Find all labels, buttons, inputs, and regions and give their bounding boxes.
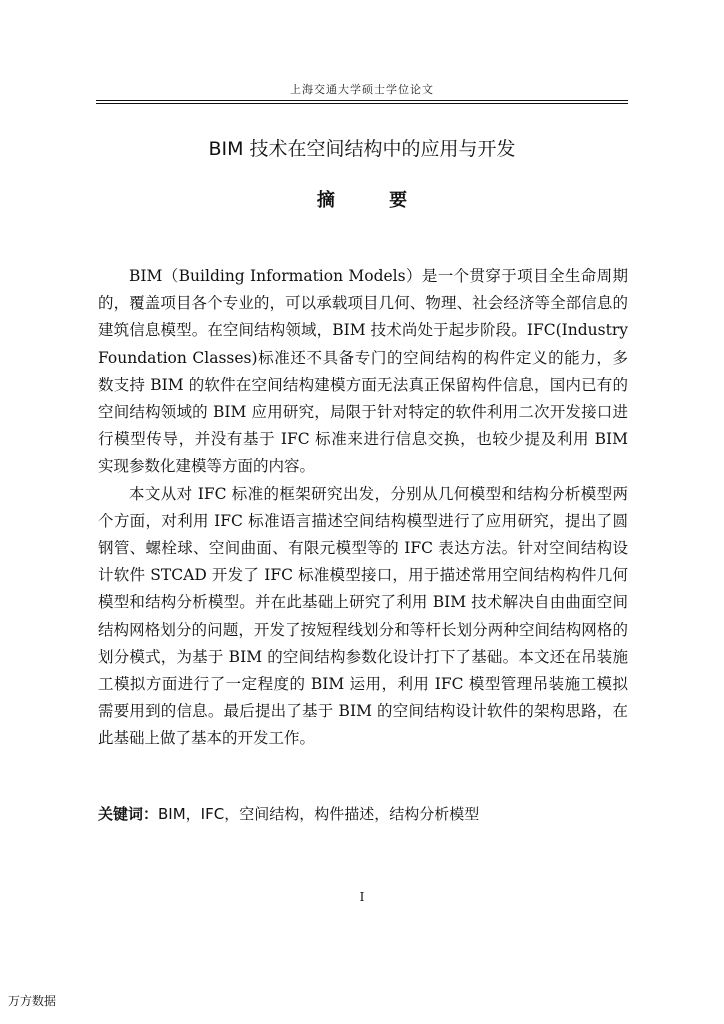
page-number: I (359, 890, 365, 904)
abstract-paragraph-1: BIM（Building Information Models）是一个贯穿于项目全生命周期的，覆盖项目各个专业的，可以承载项目几何、物理、社会经济等全部信息的建筑信息模型。在空间结构领域，BIM 技术尚处于起步阶段。IFC(Industry Foundation Classes)标准还不具备专门的空间结构的构件定义的能力，多数支持 BIM 的软件在空间结构建模方面无法真正保留构件信息，国内已有的空间结构领域的 BIM 应用研究，局限于针对特定的软件利用二次开发接口进行模型传导，并没有基于 IFC 标准来进行信息交换，也较少提及利用 BIM 实现参数化建模等方面的内容。 (98, 267, 628, 476)
keywords-list: BIM，IFC，空间结构，构件描述，结构分析模型 (158, 805, 480, 823)
header-rule-thick (96, 100, 628, 101)
abstract-body (98, 263, 628, 753)
running-header: 上海交通大学硕士学位论文 (290, 83, 434, 96)
keywords-line (98, 803, 628, 824)
keywords-label: 关键词： (98, 805, 159, 823)
watermark-text: 万方数据 (8, 994, 57, 1008)
thesis-title: BIM 技术在空间结构中的应用与开发 (208, 138, 516, 160)
header-rule-thin (96, 103, 628, 104)
abstract-paragraph-2: 本文从对 IFC 标准的框架研究出发，分别从几何模型和结构分析模型两个方面，对利用 IFC 标准语言描述空间结构模型进行了应用研究，提出了圆钢管、螺栓球、空间曲面、有限元模型等的 IFC 表达方法。针对空间结构设计软件 STCAD 开发了 IFC 标准模型接口，用于描述常用空间结构构件几何模型和结构分析模型。并在此基础上研究了利用 BIM 技术解决自由曲面空间结构网格划分的问题，开发了按短程线划分和等杆长划分两种空间结构网格的划分模式，为基于 BIM 的空间结构参数化设计打下了基础。本文还在吊装施工模拟方面进行了一定程度的 BIM 运用，利用 IFC 模型管理吊装施工模拟需要用到的信息。最后提出了基于 BIM 的空间结构设计软件的架构思路，在此基础上做了基本的开发工作。 (98, 484, 628, 748)
abstract-heading: 摘 要 (316, 190, 432, 211)
